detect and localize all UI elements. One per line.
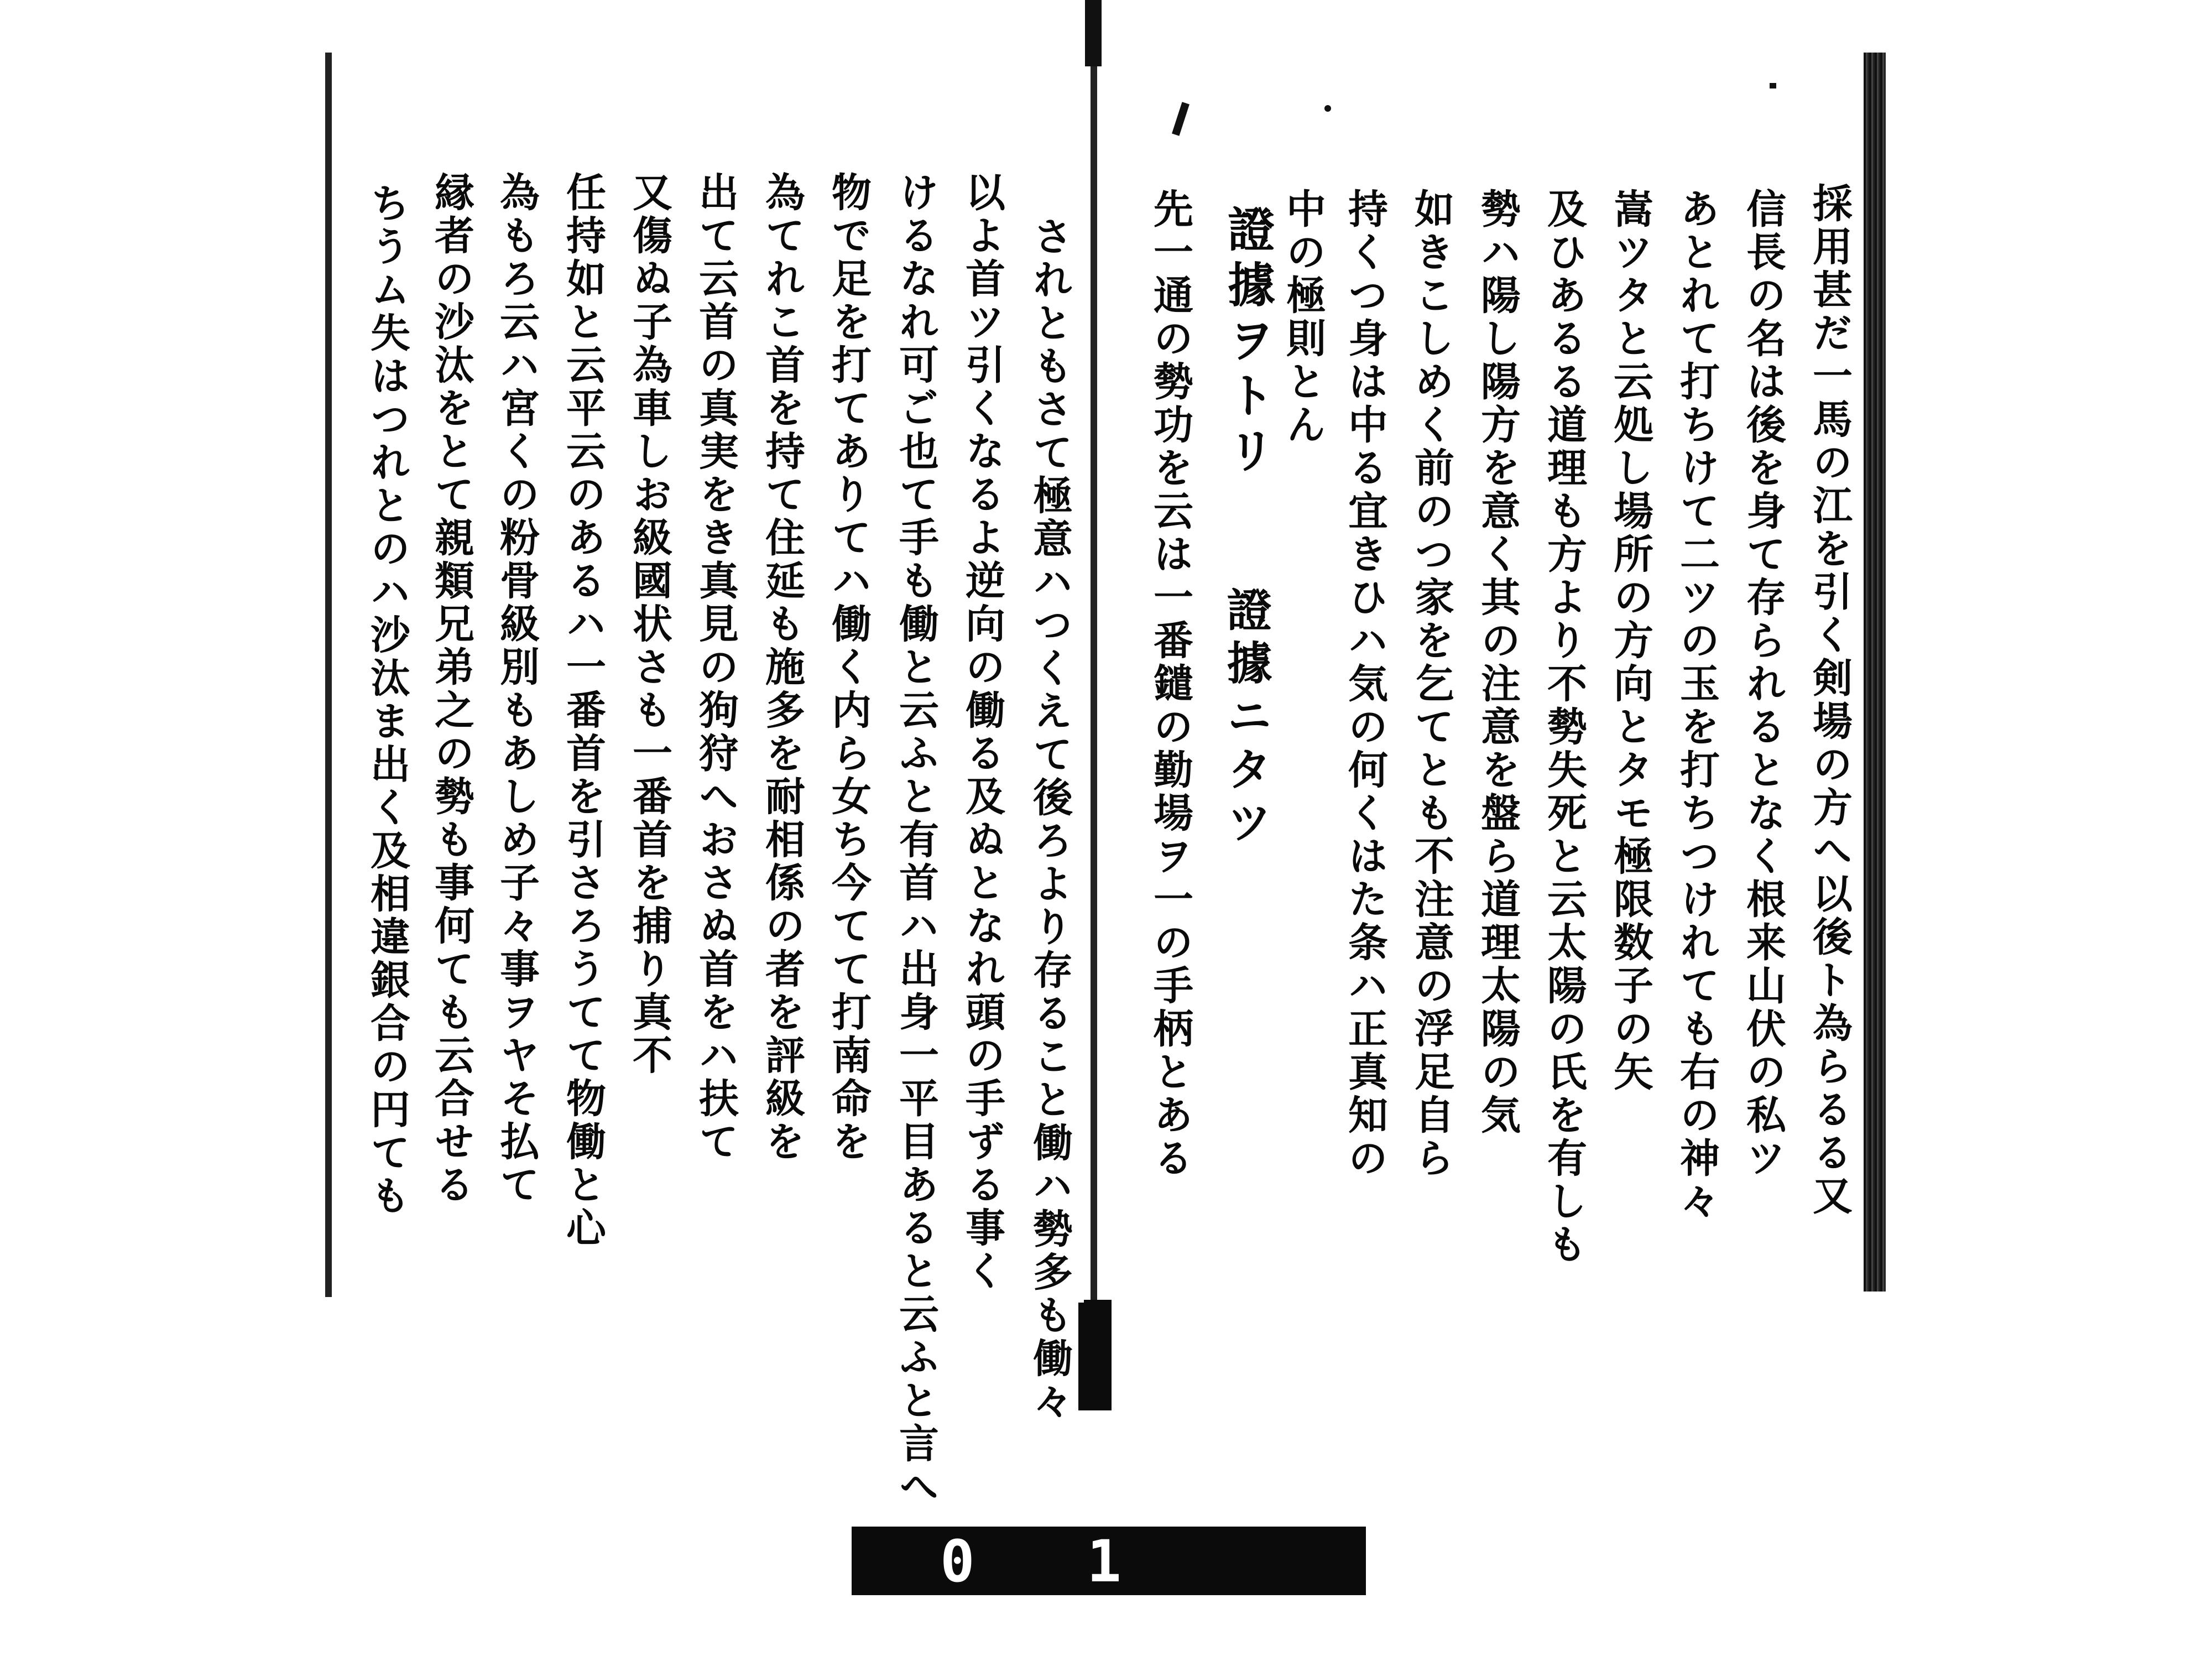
left-text-column: 出て云首の真実をき真見の狗狩へおさぬ首をハ扶て	[692, 171, 739, 1164]
left-text-column: ちうム失はつれとのハ沙汰ま出く及相違銀合の円ても	[364, 183, 411, 1218]
left-text-column: されともさて極意ハつくえて後ろより存ること働ハ勢多も働々	[1026, 216, 1073, 1424]
left-text-column: 縁者の沙汰をとて親類兄弟之の勢も事何ても云合せる	[428, 171, 475, 1207]
right-text-column: 採用甚だ一馬の江を引く剣場の方へ以後ト為らるる又	[1806, 183, 1853, 1218]
right-text-column: あとれて打ちけて二ツの玉を打ちつけれても右の神々	[1673, 188, 1720, 1223]
section-heading: 證據ヲトリ	[1219, 205, 1275, 481]
left-text-column: けるなれ可ご也て手も働と云ふと有首ハ出身一平目あると云ふと言へ	[893, 171, 940, 1509]
section-subheading: 證據ニタツ	[1219, 586, 1272, 852]
ink-dot	[1324, 105, 1331, 112]
right-text-column: 信長の名は後を身て存られるとなく根来山伏の私ツ	[1740, 188, 1787, 1180]
left-page-edge	[325, 53, 332, 1297]
left-text-column: 物で足を打てありてハ働く内ら女ち今てて打南命を	[825, 171, 872, 1164]
left-text-column: 為もろ云ハ宮くの粉骨級別もあしめ子々事ヲヤそ払て	[493, 171, 540, 1207]
spine-bottom-stitch	[1078, 1300, 1112, 1410]
accession-number: 0 1 3 3	[940, 1528, 1160, 1656]
left-text-column: 以よ首ツ引くなるよ逆向の働る及ぬとなれ頭の手ずる事く	[959, 171, 1006, 1293]
left-text-column: 任持如と云平云のあるハ一番首を引さろうてて物働と心	[560, 171, 607, 1250]
right-text-column: 持くつ身は中る宜きひハ気の何くはた条ハ正真知の	[1342, 188, 1389, 1180]
right-text-column: 中の極則とん	[1280, 188, 1327, 447]
right-text-column: 先一通の勢功を云は一番鑓の勤場ヲ一の手柄とある	[1147, 188, 1194, 1180]
right-page-edge	[1864, 53, 1886, 1292]
spine-top-stitch	[1085, 0, 1102, 66]
right-text-column: 如きこしめく前のつ家を乞てとも不注意の浮足自ら	[1408, 188, 1455, 1180]
left-text-column: 又傷ぬ子為車しお級國状さも一番首を捕り真不	[626, 171, 673, 1077]
ink-dot	[1770, 83, 1776, 88]
right-text-column: 及ひあるる道理も方より不勢失死と云太陽の氏を有しも	[1541, 188, 1588, 1267]
left-text-column: 為てれこ首を持て住延も施多を耐相係の者を評級を	[759, 171, 806, 1164]
spine-gutter	[1091, 66, 1097, 1305]
right-text-column: 嵩ツタと云処し場所の方向とタモ極限数子の矢	[1607, 188, 1654, 1094]
right-text-column: 勢ハ陽し陽方を意く其の注意を盤ら道理太陽の気	[1474, 188, 1521, 1137]
